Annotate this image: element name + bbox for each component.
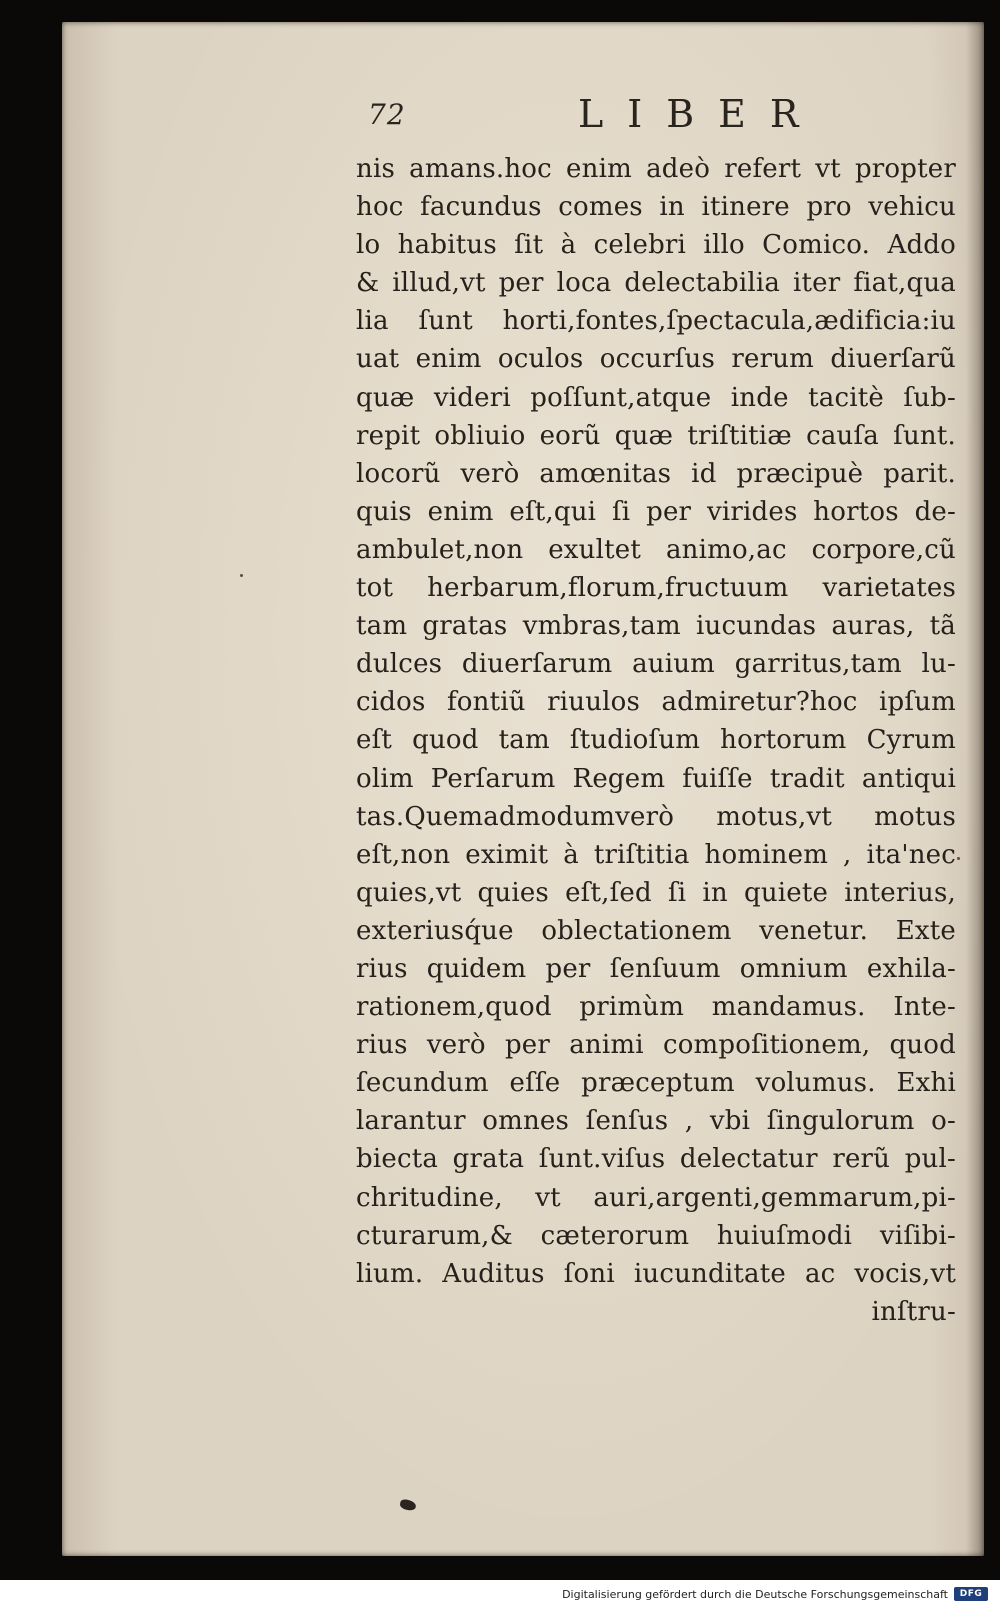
text-line: tas.Quemadmodumverò motus,vt motus (356, 801, 956, 832)
page-header (368, 92, 968, 152)
text-line: quæ videri poſſunt,atque inde tacitè ſub- (356, 382, 956, 413)
dfg-logo (954, 1587, 988, 1601)
paper-page (62, 22, 984, 1556)
text-line: ambulet,non exultet animo,ac corpore,cũ (356, 534, 956, 565)
text-line: & illud,vt per loca delectabilia iter fiat,qua (356, 268, 956, 299)
paper-speck (240, 574, 243, 577)
text-line: eſt quod tam ſtudioſum hortorum Cyrum (356, 725, 956, 756)
text-line: locorũ verò amœnitas id præcipuè parit. (356, 458, 956, 489)
text-line: lo habitus ſit à celebri illo Comico. Addo (356, 230, 956, 261)
text-line: lia ſunt horti,fontes,ſpectacula,ædificia:iu (356, 306, 956, 337)
text-line: dulces diuerſarum auium garritus,tam lu- (356, 649, 956, 680)
text-line: tot herbarum,florum,fructuum varietates (356, 573, 956, 604)
ink-blot-ornament (399, 1498, 417, 1511)
text-line: inſtru- (871, 1296, 956, 1327)
running-head: LIBER (578, 92, 823, 136)
text-line: exteriusq́ue oblectationem venetur. Exte (356, 915, 956, 946)
text-line: rationem,quod primùm mandamus. Inte- (356, 992, 956, 1023)
text-line: nis amans.hoc enim adeò refert vt propter (356, 154, 956, 184)
text-line: rius quidem per ſenſuum omnium exhila- (356, 953, 956, 984)
body-text (356, 150, 956, 1331)
text-line: uat enim oculos occurſus rerum diuerſarũ (356, 344, 956, 375)
dfg-logo-text: DFG (959, 1589, 983, 1599)
paper-speck (957, 857, 960, 860)
text-line: tam gratas vmbras,tam iucundas auras, tã (356, 611, 956, 642)
text-line: larantur omnes ſenſus , vbi ſingulorum o- (356, 1106, 956, 1137)
footer-credit: Digitalisierung gefördert durch die Deutsche Forschungsgemeinschaft (562, 1588, 948, 1601)
text-line: repit obliuio eorũ quæ triſtitiæ cauſa ſunt. (356, 420, 956, 451)
page-edge-shadow (966, 22, 984, 1556)
text-line: quies,vt quies eſt,ſed ſi in quiete interius, (356, 877, 956, 908)
text-line: cturarum,& cæterorum huiuſmodi viſibi- (356, 1220, 956, 1251)
text-line: biecta grata ſunt.viſus delectatur rerũ pul- (356, 1144, 956, 1175)
text-line: quis enim eſt,qui ſi per virides hortos de- (356, 496, 956, 527)
page-number: 72 (368, 98, 406, 131)
text-line: rius verò per animi compoſitionem, quod (356, 1030, 956, 1061)
text-line: chritudine, vt auri,argenti,gemmarum,pi- (356, 1182, 956, 1213)
text-line: hoc facundus comes in itinere pro vehicu (356, 192, 956, 223)
text-line: cidos fontiũ riuulos admiretur?hoc ipſum (356, 687, 956, 718)
text-line: ſecundum eſſe præceptum volumus. Exhi (356, 1068, 956, 1099)
footer-bar (0, 1580, 1000, 1607)
text-line: olim Perſarum Regem fuiſſe tradit antiqui (356, 763, 956, 794)
text-line: eſt,non eximit à triſtitia hominem , ita'nec (356, 839, 956, 870)
text-line: lium. Auditus ſoni iucunditate ac vocis,vt (356, 1258, 956, 1289)
